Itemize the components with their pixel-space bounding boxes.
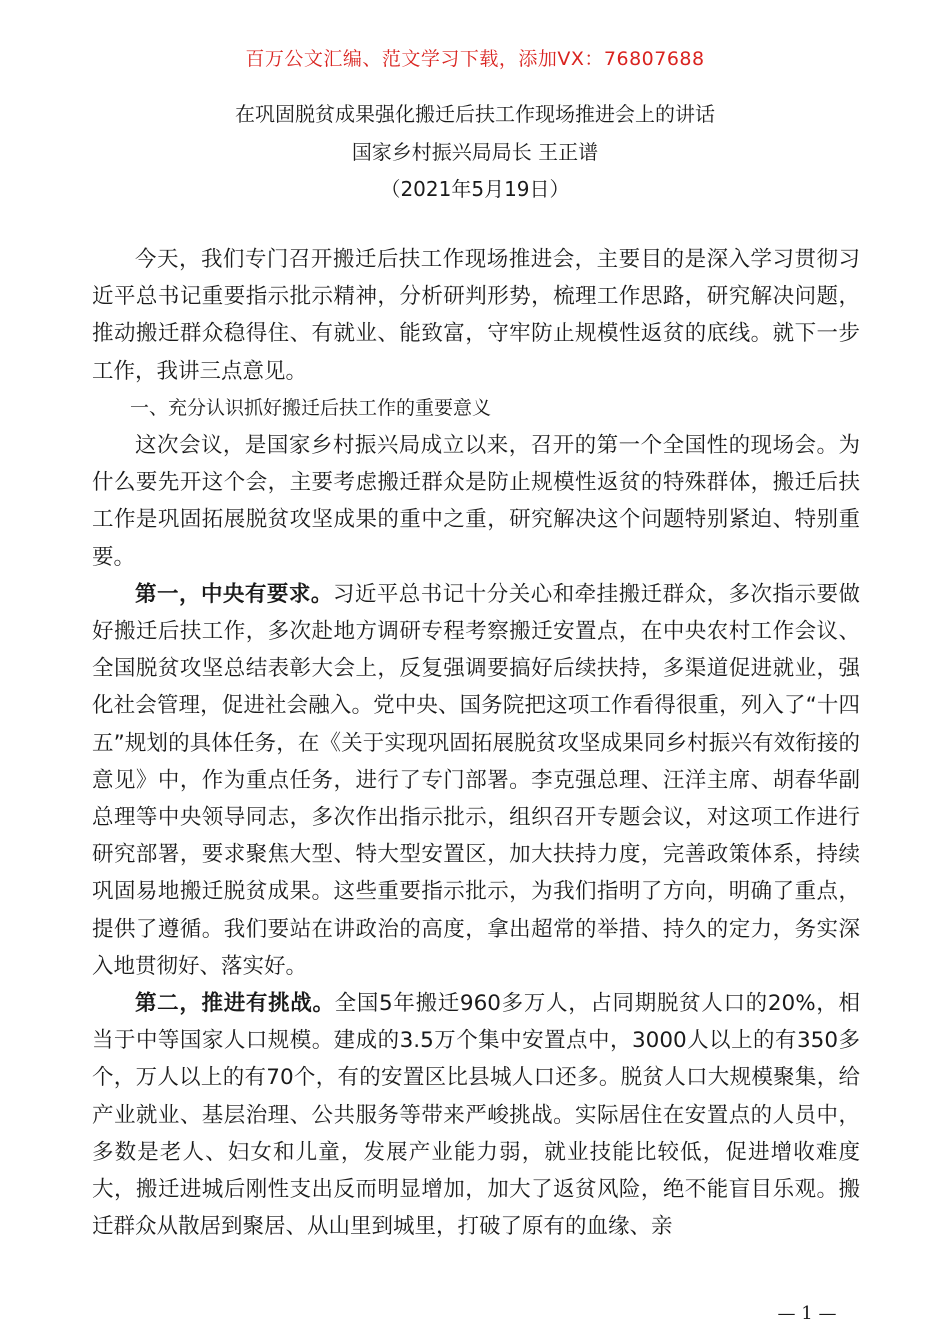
section-heading-1: 一、充分认识抓好搬迁后扶工作的重要意义	[130, 396, 492, 419]
point-1-text: 习近平总书记十分关心和牵挂搬迁群众，多次指示要做好搬迁后扶工作，多次赴地方调研专程考察搬迁安置点，在中央农村工作会议、全国脱贫攻坚总结表彰大会上，反复强调要搞好后续扶持，多渠道促进就业，强化社会管理，促进社会融入。党中央、国务院把这项工作看得很重，列入了“十四五”规划的具体任务，在《关于实现巩固拓展脱贫攻坚成果同乡村振兴有效衔接的意见》中，作为重点任务，进行了专门部署。李克强总理、汪洋主席、胡春华副总理等中央领导同志，多次作出指示批示，组织召开专题会议，对这项工作进行研究部署，要求聚焦大型、特大型安置区，加大扶持力度，完善政策体系，持续巩固易地搬迁脱贫成果。这些重要指示批示，为我们指明了方向，明确了重点，提供了遵循。我们要站在讲政治的高度，拿出超常的举措、持久的定力，务实深入地贯彻好、落实好。	[92, 581, 860, 979]
point-2-lead: 第二，推进有挑战。	[135, 991, 335, 1017]
speaker-line: 国家乡村振兴局局长 王正谱	[351, 140, 599, 164]
point-1-lead: 第一，中央有要求。	[135, 581, 333, 607]
speech-body	[92, 241, 860, 1245]
paragraph-first-point	[92, 576, 860, 985]
point-2-text: 全国5年搬迁960多万人，占同期脱贫人口的20%，相当于中等国家人口规模。建成的3.5万个集中安置点中，3000人以上的有350多个，万人以上的有70个，有的安置区比县城人口还多。脱贫人口大规模聚集，给产业就业、基层治理、公共服务等带来严峻挑战。实际居住在安置点的人员中，多数是老人、妇女和儿童，发展产业能力弱，就业技能比较低，促进增收难度大，搬迁进城后刚性支出反而明显增加，加大了返贫风险，绝不能盲目乐观。搬迁群众从散居到聚居、从山里到城里，打破了原有的血缘、亲	[92, 991, 860, 1240]
speech-title: 在巩固脱贫成果强化搬迁后扶工作现场推进会上的讲话	[235, 102, 715, 126]
speech-date: （2021年5月19日）	[380, 177, 570, 201]
paragraph-second-point	[92, 985, 860, 1245]
paragraph-intro: 今天，我们专门召开搬迁后扶工作现场推进会，主要目的是深入学习贯彻习近平总书记重要指示批示精神，分析研判形势，梳理工作思路，研究解决问题，推动搬迁群众稳得住、有就业、能致富，守牢防止规模性返贫的底线。就下一步工作，我讲三点意见。	[92, 247, 860, 384]
page-number: — 1 —	[777, 1303, 837, 1324]
paragraph-meeting: 这次会议，是国家乡村振兴局成立以来，召开的第一个全国性的现场会。为什么要先开这个会，主要考虑搬迁群众是防止规模性返贫的特殊群体，搬迁后扶工作是巩固拓展脱贫攻坚成果的重中之重，研究解决这个问题特别紧迫、特别重要。	[92, 433, 860, 570]
promo-banner: 百万公文汇编、范文学习下载，添加VX：76807688	[245, 48, 705, 70]
